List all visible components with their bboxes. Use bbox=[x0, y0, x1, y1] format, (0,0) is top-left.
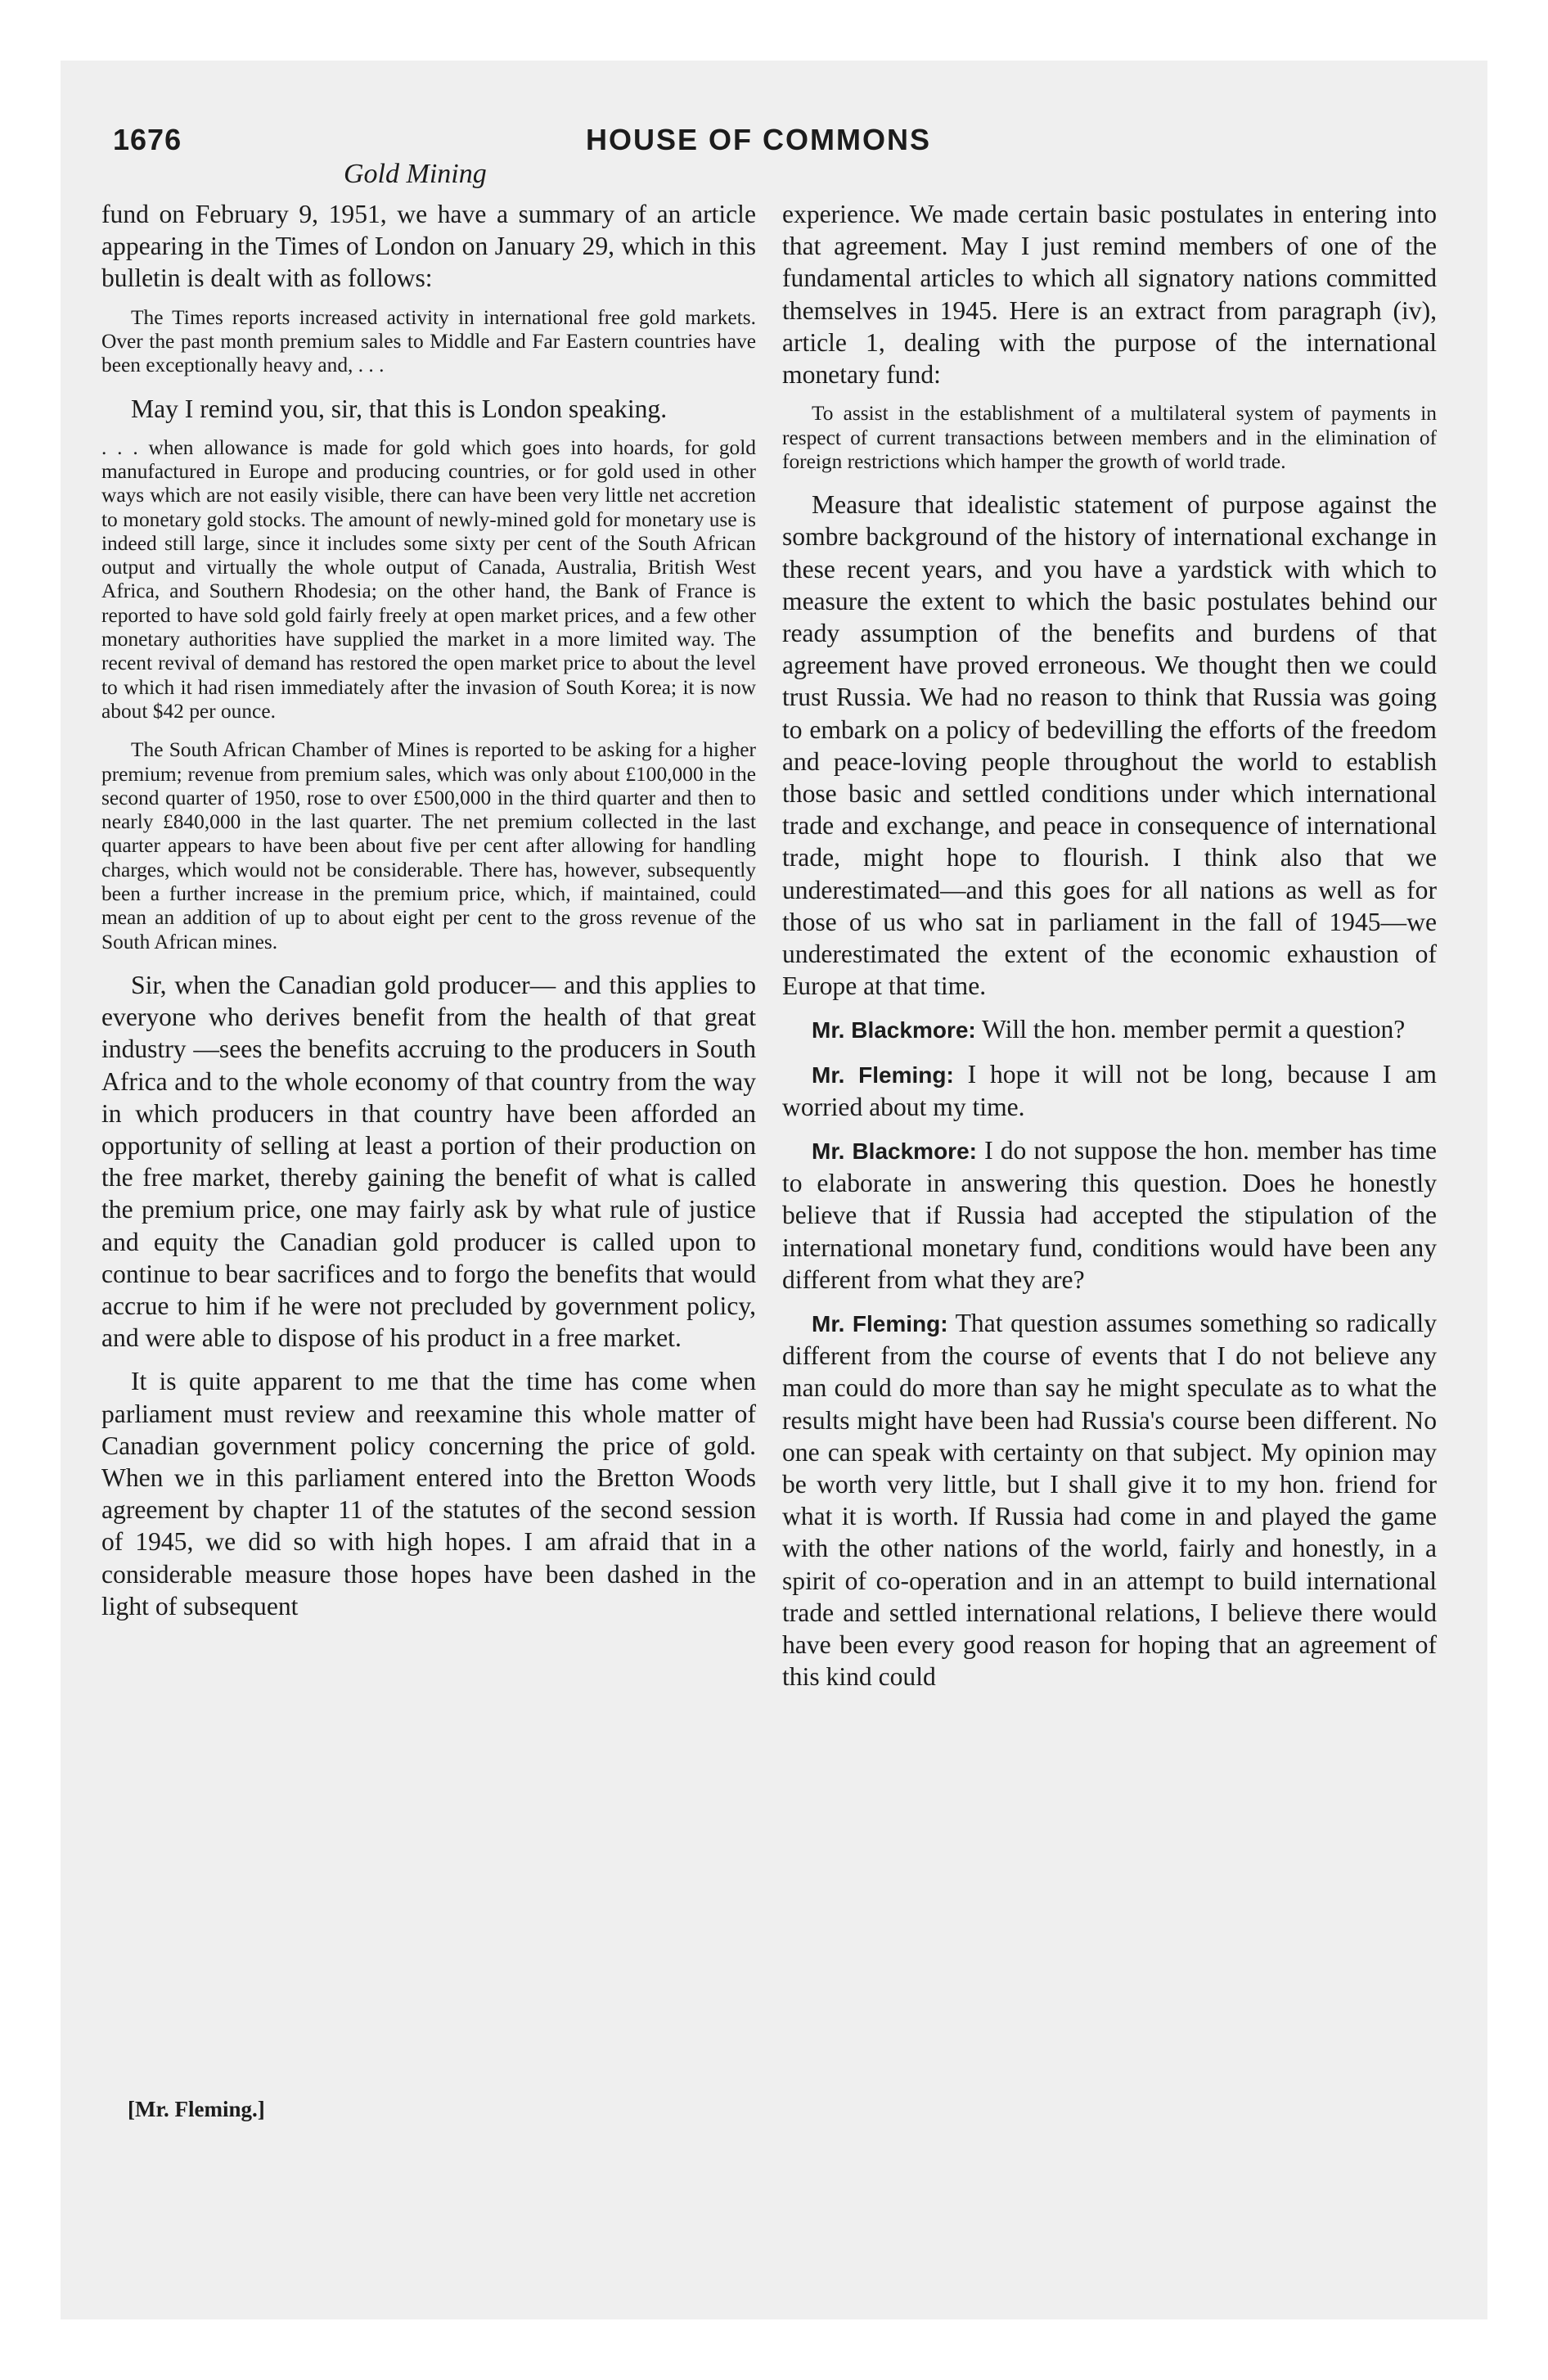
speech-blackmore-2 bbox=[782, 1134, 1437, 1296]
speech-fleming-2 bbox=[782, 1307, 1437, 1693]
paragraph: It is quite apparent to me that the time has come when parliament must review and reexamine this whole matter of Canadian government policy concerning the price of gold. When we in this parliament entered into the Bretton Woods agreement by chapter 11 of the statutes of the second session of 1945, we did so with high hopes. I am afraid that in a considerable measure those hopes have been dashed in the light of subsequent bbox=[101, 1367, 756, 1620]
paragraph: experience. We made certain basic postulates in entering into that agreement. May I just remind members of one of the fundamental articles to which all signatory nations committed themselves in 1945. Here is an extract from paragraph (iv), article 1, dealing with the purpose of the international monetary fund: bbox=[782, 200, 1437, 390]
speech-text: Will the hon. member permit a question? bbox=[982, 1015, 1406, 1044]
speaker-name: Mr. Fleming: bbox=[812, 1310, 948, 1336]
speech-blackmore-1 bbox=[782, 1013, 1437, 1046]
speech-text: I do not suppose the hon. member has time to elaborate in answering this question. Does he honestly believe that if Russia had accepted the stipulation of the international monetary fund, conditions would have been any different from what they are? bbox=[782, 1135, 1437, 1294]
speech-fleming-1 bbox=[782, 1058, 1437, 1123]
block-quote: The South African Chamber of Mines is reported to be asking for a higher premium; revenue from premium sales, which was only about £100,000 in the second quarter of 1950, rose to over £500,000 in the third quarter and then to nearly £840,000 in the last quarter. The net premium collected in the last quarter appears to have been about five per cent after allowing for handling charges, which would not be considerable. There has, however, subsequently been a further increase in the premium price, which, if maintained, could mean an addition of up to about eight per cent to the gross revenue of the South African mines. bbox=[101, 738, 756, 953]
paragraph: fund on February 9, 1951, we have a summary of an article appearing in the Times of London on January 29, which in this bulletin is dealt with as follows: bbox=[101, 200, 756, 293]
running-head: HOUSE OF COMMONS bbox=[586, 123, 932, 156]
left-column bbox=[101, 198, 756, 1634]
right-column bbox=[782, 198, 1437, 1704]
block-quote: . . . when allowance is made for gold which goes into hoards, for gold manufactured in Europe and producing countries, or for gold used in other ways which are not easily visible, there can have been very little net accretion to monetary gold stocks. The amount of newly-mined gold for monetary use is indeed still large, since it includes some sixty per cent of the South African output and virtually the whole output of Canada, Australia, British West Africa, and Southern Rhodesia; on the other hand, the Bank of France is reported to have sold gold fairly freely at open market prices, and a few other monetary authorities have supplied the market in a more limited way. The recent revival of demand has restored the open market price to about the level to which it had risen immediately after the invasion of South Korea; it is now about $42 per ounce. bbox=[101, 435, 756, 723]
speech-text: That question assumes something so radically different from the course of events that I do not believe any man could do more than say he might speculate as to what the results might have been had Russia's course been different. No one can speak with certainty on that subject. My opinion may be worth very little, but I shall give it to my hon. friend for what it is worth. If Russia had come in and played the game with the other nations of the world, fairly and honestly, in a spirit of co-operation and in an attempt to build international trade and settled international relations, I believe there would have been every good reason for hoping that an agreement of this kind could bbox=[782, 1308, 1437, 1692]
paragraph: Measure that idealistic statement of purpose against the sombre background of the history of international exchange in these recent years, and you have a yardstick with which to measure the extent to which the basic postulates behind our ready assumption of the benefits and burdens of that agreement have proved erroneous. We thought then we could trust Russia. We had no reason to think that Russia was going to embark on a policy of bedevilling the efforts of the freedom and peace-loving people throughout the world to establish those basic and settled conditions under which international trade and exchange, and peace in consequence of international trade, might hope to flourish. I think also that we underestimated—and this goes for all nations as well as for those of us who sat in parliament in the fall of 1945—we underestimated the extent of the economic exhaustion of Europe at that time. bbox=[782, 490, 1437, 1001]
speaker-footer: [Mr. Fleming.] bbox=[128, 2097, 265, 2121]
page-number: 1676 bbox=[113, 123, 182, 156]
speaker-name: Mr. Blackmore: bbox=[812, 1017, 976, 1044]
block-quote: The Times reports increased activity in international free gold markets. Over the past month premium sales to Middle and Far Eastern countries have been exceptionally heavy and, . . . bbox=[101, 305, 756, 377]
speaker-name: Mr. Blackmore: bbox=[812, 1138, 977, 1164]
paragraph: May I remind you, sir, that this is London speaking. bbox=[131, 394, 668, 423]
block-quote: To assist in the establishment of a multilateral system of payments in respect of current transactions between members and in the elimination of foreign restrictions which hamper the growth of world trade. bbox=[782, 402, 1437, 473]
speaker-name: Mr. Fleming: bbox=[812, 1062, 954, 1088]
paragraph: Sir, when the Canadian gold producer— and this applies to everyone who derives benefit from the health of that great industry —sees the benefits accruing to the producers in South Africa and to the whole economy of that country from the way in which producers in that country have been afforded an opportunity of selling at least a portion of their production on the free market, thereby gaining the benefit of what is called the premium price, one may fairly ask by what rule of justice and equity the Canadian gold producer is called upon to continue to bear sacrifices and to forgo the benefits that would accrue to him if he were not precluded by government policy, and were able to dispose of his product in a free market. bbox=[101, 970, 756, 1353]
speech-text: I hope it will not be long, because I am worried about my time. bbox=[782, 1059, 1437, 1121]
subject-heading: Gold Mining bbox=[344, 159, 487, 189]
